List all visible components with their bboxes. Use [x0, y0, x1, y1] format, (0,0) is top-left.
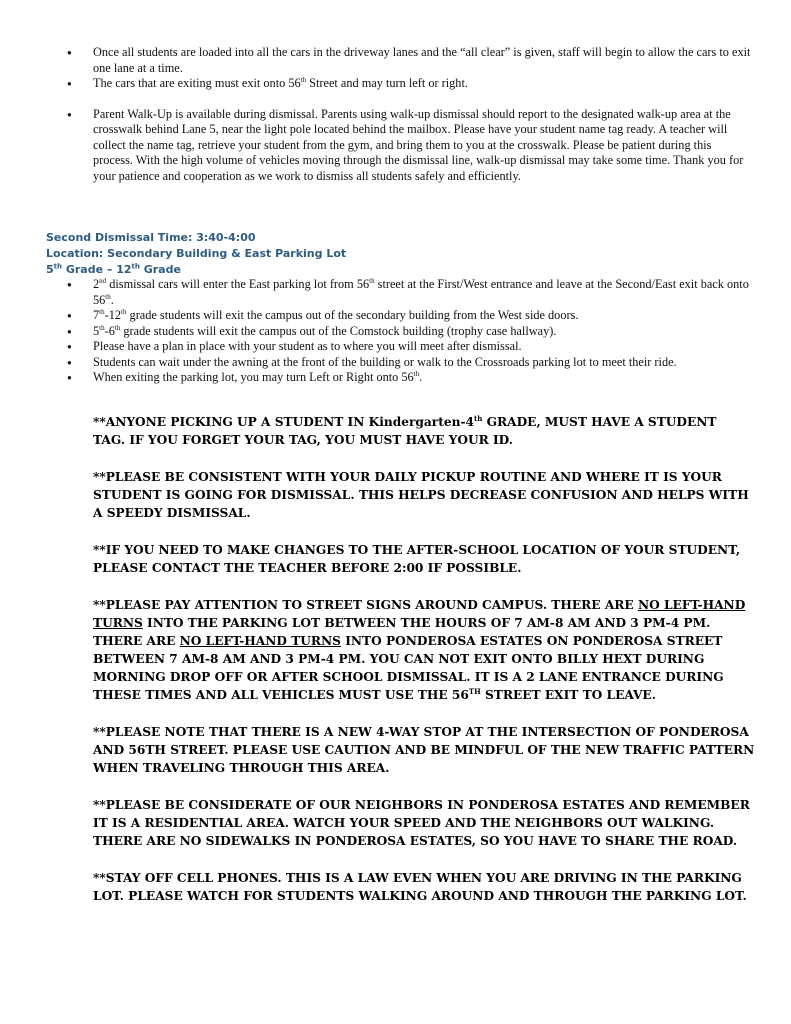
list-item: ● Once all students are loaded into all the cars in the driveway lanes and the “all clear” is given, staff will begin to allow the cars to exit one lane at a time. — [0, 45, 791, 76]
grade-range-heading: 5th Grade – 12th Grade — [46, 262, 181, 276]
list-item: ● Please have a plan in place with your student as to where you will meet after dismissal. — [0, 339, 791, 355]
note-four-way-stop: **PLEASE NOTE THAT THERE IS A NEW 4-WAY STOP AT THE INTERSECTION OF PONDEROSA AND 56TH STREET. PLEASE USE CAUTION AND BE MINDFUL OF THE NEW TRAFFIC PATTERN WHEN TRAVELING THROUGH THIS AREA. — [93, 725, 755, 775]
important-notes — [93, 413, 758, 924]
note-neighbors: **PLEASE BE CONSIDERATE OF OUR NEIGHBORS IN PONDEROSA ESTATES AND REMEMBER IT IS A RESIDENTIAL AREA. WATCH YOUR SPEED AND THE NEIGHBORS OUT WALKING. THERE ARE NO SIDEWALKS IN PONDEROSA ESTATES, SO YOU HAVE TO SHARE THE ROAD. — [93, 798, 750, 848]
note-cell-phones: **STAY OFF CELL PHONES. THIS IS A LAW EVEN WHEN YOU ARE DRIVING IN THE PARKING LOT. PLEASE WATCH FOR STUDENTS WALKING AROUND AND THROUGH THE PARKING LOT. — [93, 871, 747, 903]
second-dismissal-list — [0, 277, 791, 386]
note-consistent-routine: **PLEASE BE CONSISTENT WITH YOUR DAILY PICKUP ROUTINE AND WHERE IT IS YOUR STUDENT IS GOING FOR DISMISSAL. THIS HELPS DECREASE CONFUSION AND HELPS WITH A SPEEDY DISMISSAL. — [93, 470, 749, 520]
list-item: ● 7th-12th grade students will exit the campus out of the secondary building from the West side doors. — [0, 308, 791, 324]
list-item: ● Parent Walk-Up is available during dismissal. Parents using walk-up dismissal should report to the designated walk-up area at the crosswalk behind Lane 5, near the light pole located behind the mailbox. Please have your student name tag ready. A teacher will collect the name tag, retrieve your student from the gym, and bring them to you at the crosswalk. Please be patient during this process. With the high volume of vehicles moving through the dismissal line, walk-up dismissal may take some time. Thank you for your patience and cooperation as we work to dismiss all students safely and efficiently. — [0, 107, 791, 185]
dismissal-location-heading: Location: Secondary Building & East Parking Lot — [46, 247, 347, 260]
note-student-tag: **ANYONE PICKING UP A STUDENT IN Kindergarten-4th GRADE, MUST HAVE A STUDENT TAG. IF YOU FORGET YOUR TAG, YOU MUST HAVE YOUR ID. — [93, 413, 717, 447]
list-item: ● Students can wait under the awning at the front of the building or walk to the Crossroads parking lot to meet their ride. — [0, 355, 791, 371]
second-dismissal-header — [46, 230, 346, 278]
dismissal-time-heading: Second Dismissal Time: 3:40-4:00 — [46, 231, 256, 244]
list-item: ● The cars that are exiting must exit onto 56th Street and may turn left or right. — [0, 76, 791, 92]
note-street-signs: **PLEASE PAY ATTENTION TO STREET SIGNS AROUND CAMPUS. THERE ARE NO LEFT-HAND TURNS INTO THE PARKING LOT BETWEEN THE HOURS OF 7 AM-8 AM AND 3 PM-4 PM. THERE ARE NO LEFT-HAND TURNS INTO PONDEROSA ESTATES ON PONDEROSA STREET BETWEEN 7 AM-8 AM AND 3 PM-4 PM. YOU CAN NOT EXIT ONTO BILLY HEXT DURING MORNING DROP OFF OR AFTER SCHOOL DISMISSAL. IT IS A 2 LANE ENTRANCE DURING THESE TIMES AND ALL VEHICLES MUST USE THE 56TH STREET EXIT TO LEAVE. — [93, 598, 746, 702]
list-item: ● 2nd dismissal cars will enter the East parking lot from 56th street at the First/West entrance and leave at the Second/East exit back onto 56th. — [0, 277, 791, 308]
top-bullet-list — [0, 45, 791, 184]
list-item: ● 5th-6th grade students will exit the campus out of the Comstock building (trophy case hallway). — [0, 324, 791, 340]
note-location-changes: **IF YOU NEED TO MAKE CHANGES TO THE AFTER-SCHOOL LOCATION OF YOUR STUDENT, PLEASE CONTACT THE TEACHER BEFORE 2:00 IF POSSIBLE. — [93, 543, 741, 575]
list-item: ● When exiting the parking lot, you may turn Left or Right onto 56th. — [0, 370, 791, 386]
